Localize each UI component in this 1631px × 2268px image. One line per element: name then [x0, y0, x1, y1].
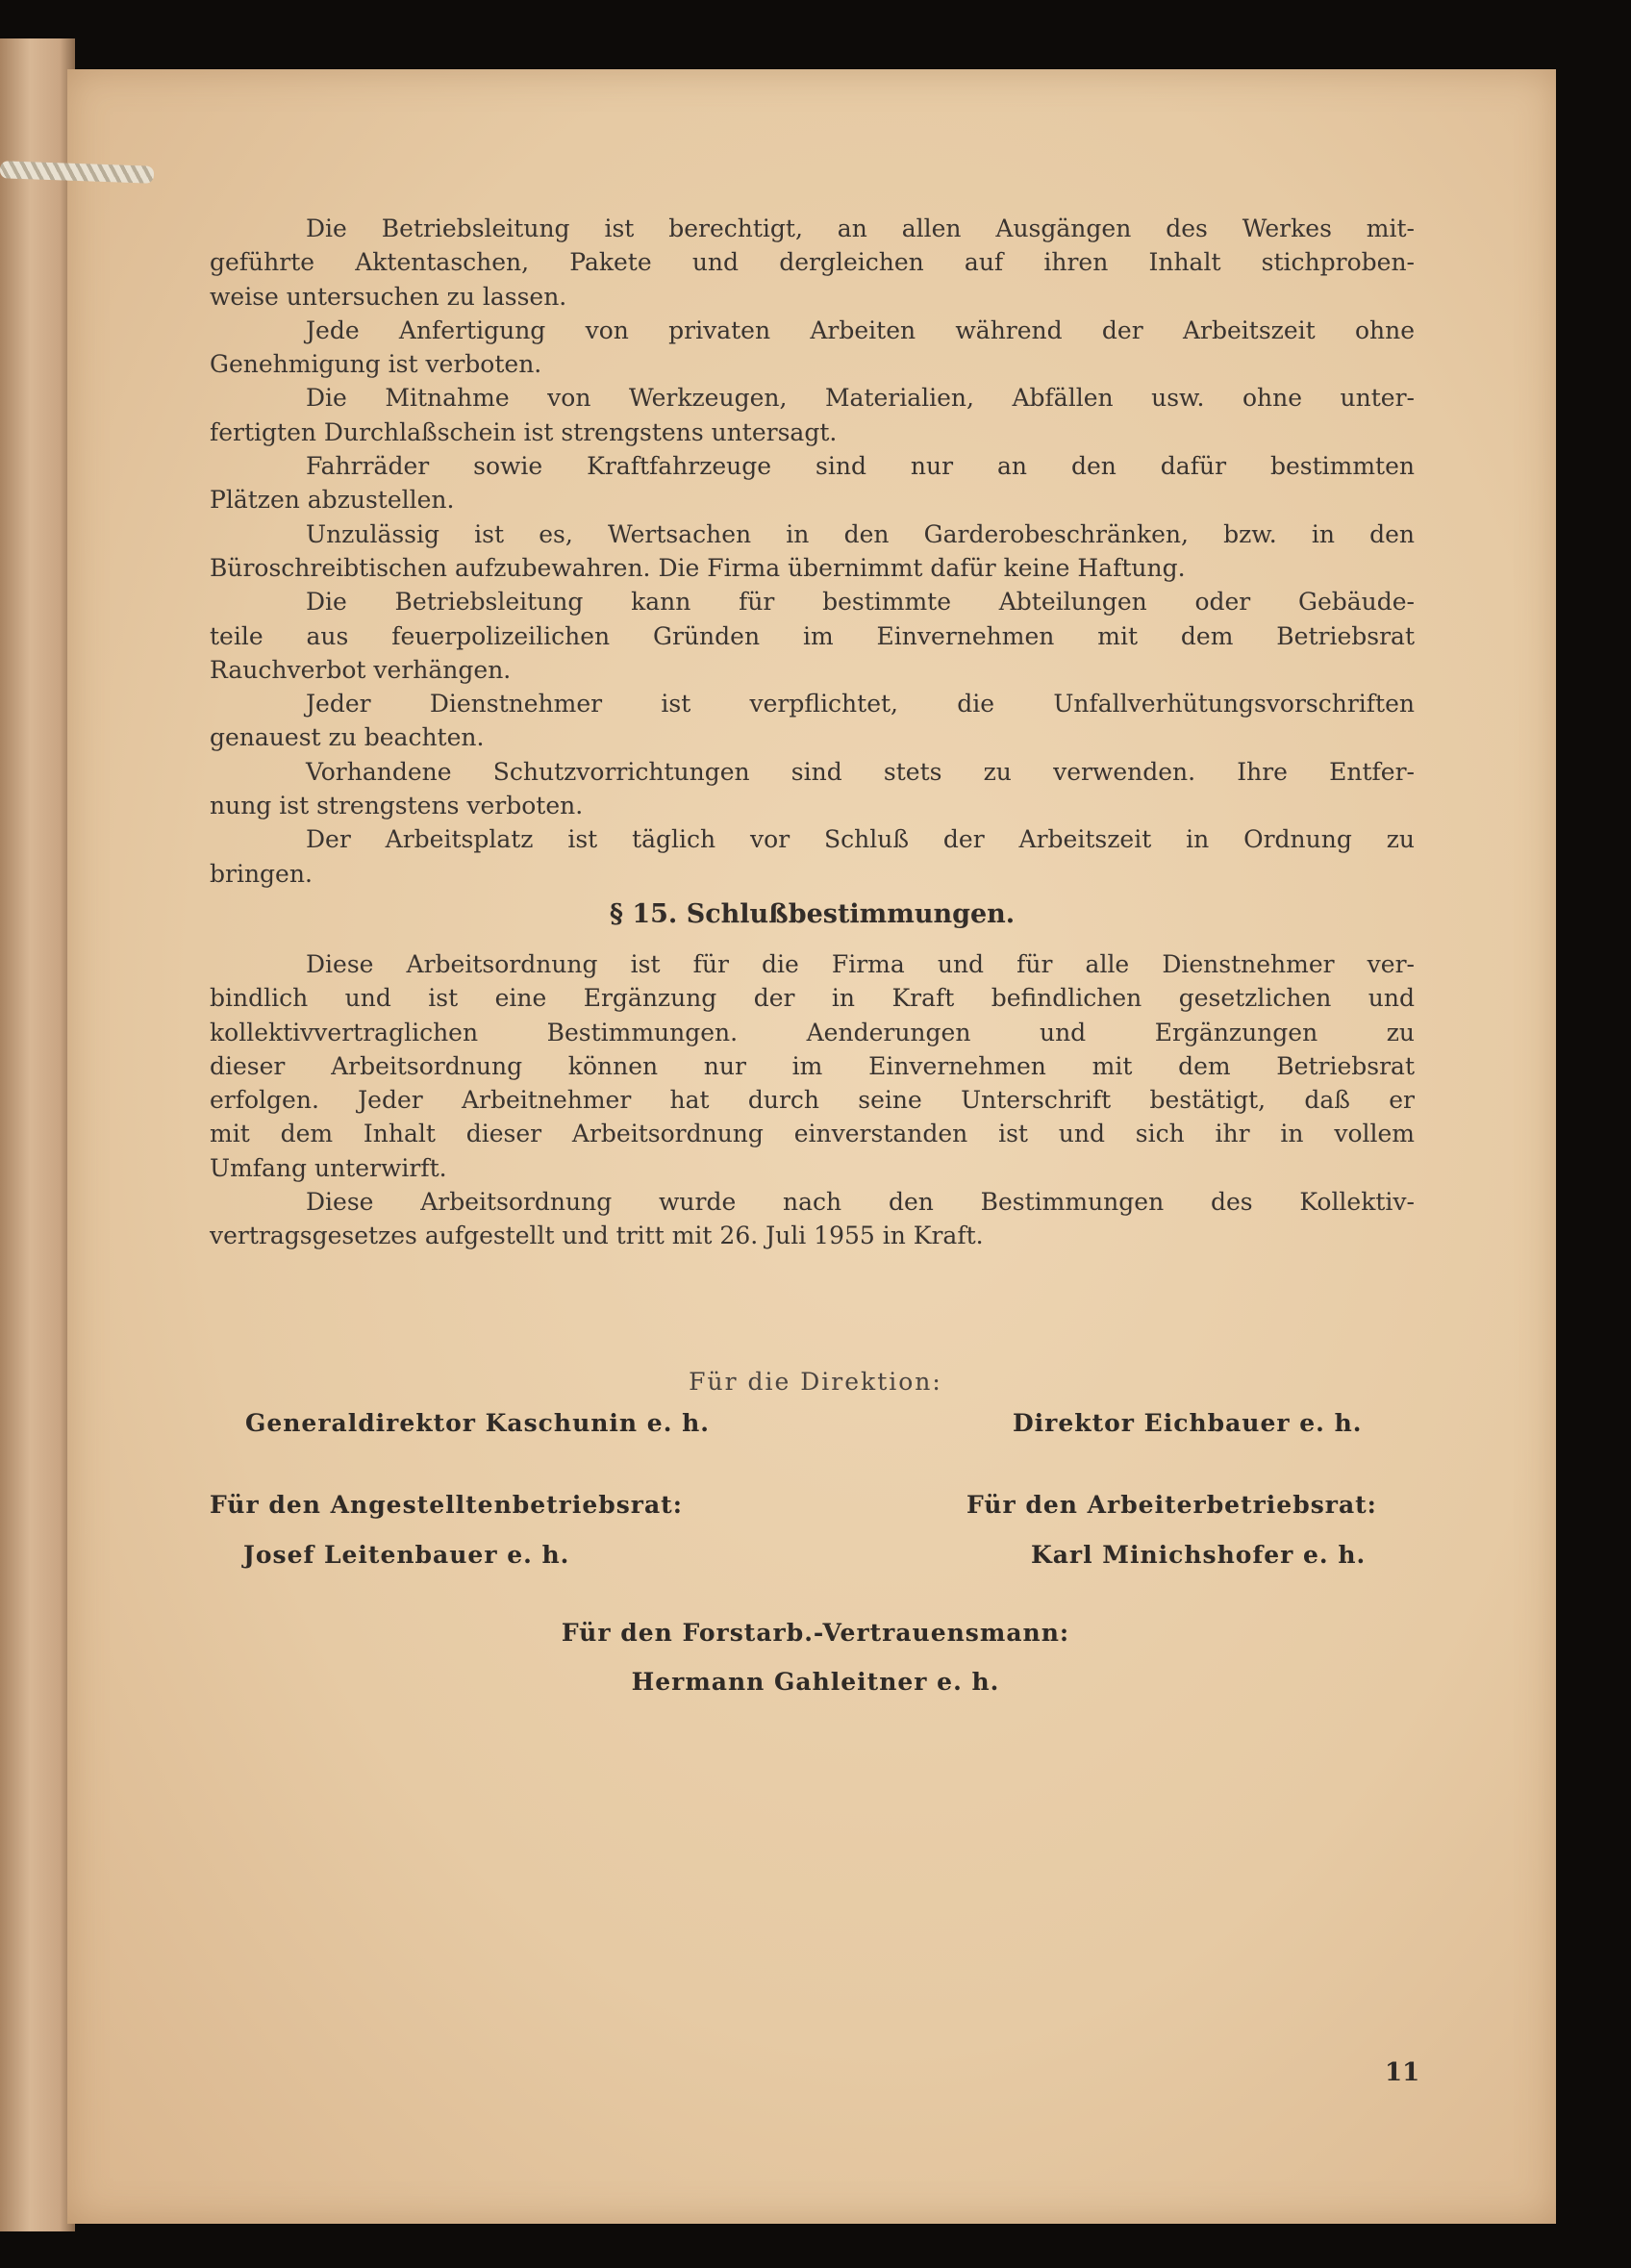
text-line: mit dem Inhalt dieser Arbeitsordnung einverstanden ist und sich ihr in vollem [210, 1120, 1415, 1148]
signature-direktor: Direktor Eichbauer e. h. [1013, 1409, 1363, 1437]
text-line: bindlich und ist eine Ergänzung der in Kraft befindlichen gesetzlichen und [210, 984, 1415, 1013]
text-line: Jede Anfertigung von privaten Arbeiten während der Arbeitszeit ohne [306, 315, 1415, 344]
angestellten-label: Für den Angestelltenbetriebsrat: [210, 1491, 683, 1519]
text-line: Die Mitnahme von Werkzeugen, Materialien, Abfällen usw. ohne unter- [306, 384, 1415, 413]
text-line: fertigten Durchlaßschein ist strengstens untersagt. [210, 417, 838, 446]
text-line: dieser Arbeitsordnung können nur im Einvernehmen mit dem Betriebsrat [210, 1051, 1415, 1080]
text-line: Büroschreibtischen aufzubewahren. Die Firma übernimmt dafür keine Haftung. [210, 553, 1186, 582]
text-line: teile aus feuerpolizeilichen Gründen im Einvernehmen mit dem Betriebsrat [210, 621, 1415, 650]
text-line: kollektivvertraglichen Bestimmungen. Aenderungen und Ergänzungen zu [210, 1018, 1415, 1046]
text-line: genauest zu beachten. [210, 723, 485, 752]
text-line: Jeder Dienstnehmer ist verpflichtet, die Unfallverhütungsvorschriften [306, 690, 1415, 718]
section-heading: § 15. Schlußbestimmungen. [609, 899, 1016, 929]
text-line: Rauchverbot verhängen. [210, 655, 512, 684]
text-line: Die Betriebsleitung kann für bestimmte Abteilungen oder Gebäude- [306, 588, 1415, 617]
text-line: Diese Arbeitsordnung ist für die Firma und für alle Dienstnehmer ver- [306, 950, 1415, 978]
text-line: nung ist strengstens verboten. [210, 792, 584, 820]
text-line: vertragsgesetzes aufgestellt und tritt mit 26. Juli 1955 in Kraft. [210, 1222, 984, 1250]
text-line: Fahrräder sowie Kraftfahrzeuge sind nur an den dafür bestimmten [306, 452, 1415, 481]
text-line: Umfang unterwirft. [210, 1153, 447, 1182]
text-line: Genehmigung ist verboten. [210, 350, 542, 379]
arbeiter-label: Für den Arbeiterbetriebsrat: [966, 1491, 1377, 1519]
text-line: geführte Aktentaschen, Pakete und dergleichen auf ihren Inhalt stichproben- [210, 248, 1415, 277]
signature-arbeiter: Karl Minichshofer e. h. [1031, 1541, 1367, 1569]
signature-generaldirektor: Generaldirektor Kaschunin e. h. [245, 1409, 711, 1437]
forst-label: Für den Forstarb.-Vertrauensmann: [561, 1619, 1070, 1647]
text-line: Die Betriebsleitung ist berechtigt, an allen Ausgängen des Werkes mit- [306, 214, 1415, 242]
page-number: 11 [1385, 2058, 1420, 2087]
body-text-bottom [210, 947, 1415, 1253]
body-text-top [210, 212, 1415, 891]
text-line: Vorhandene Schutzvorrichtungen sind stets zu verwenden. Ihre Entfer- [306, 757, 1415, 786]
text-line: Der Arbeitsplatz ist täglich vor Schluß der Arbeitszeit in Ordnung zu [306, 825, 1415, 854]
signature-forst: Hermann Gahleitner e. h. [631, 1668, 1000, 1696]
previous-page-edge [0, 38, 75, 2231]
text-line: Plätzen abzustellen. [210, 486, 455, 515]
text-line: Unzulässig ist es, Wertsachen in den Garderobeschränken, bzw. in den [306, 519, 1415, 548]
text-line: weise untersuchen zu lassen. [210, 282, 567, 311]
direktion-label: Für die Direktion: [689, 1368, 942, 1396]
text-line: erfolgen. Jeder Arbeitnehmer hat durch seine Unterschrift bestätigt, daß er [210, 1086, 1415, 1115]
text-line: Diese Arbeitsordnung wurde nach den Bestimmungen des Kollektiv- [306, 1188, 1415, 1217]
signature-angestellten: Josef Leitenbauer e. h. [243, 1541, 570, 1569]
text-line: bringen. [210, 859, 313, 888]
